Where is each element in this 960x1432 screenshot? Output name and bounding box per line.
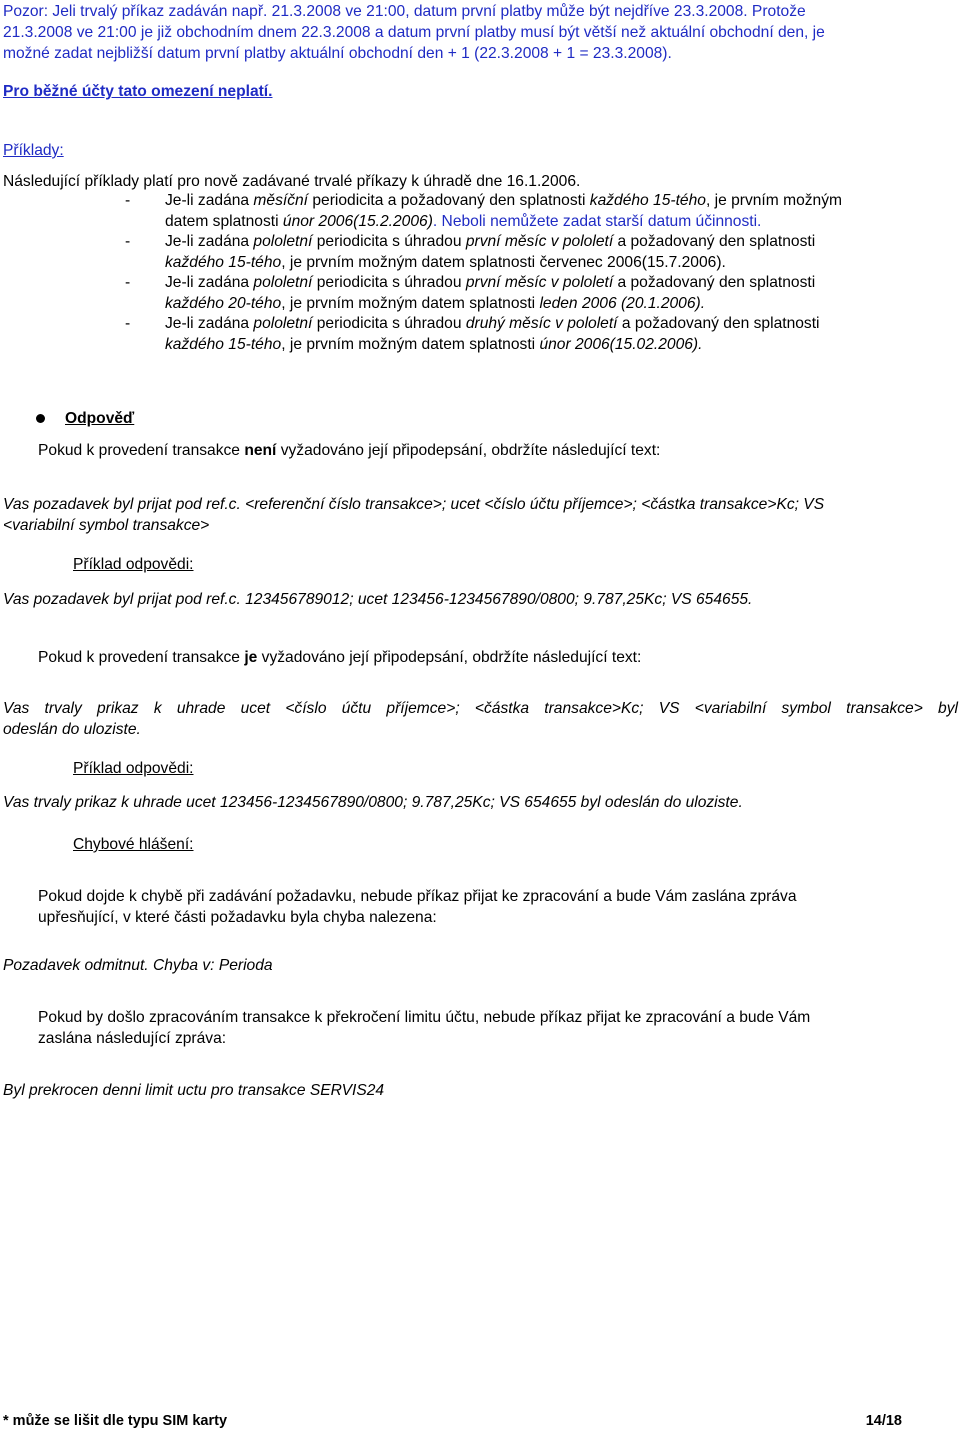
- priklady-item-3: - Je-li zadána pololetní periodicita s úhradou první měsíc v pololetí a požadovaný den splatnosti každého 20-tého, je prvním možným datem splatnosti leden 2006 (20.1.2006).: [125, 274, 816, 312]
- intro-line-3: možné zadat nejbližší datum první platby aktuální obchodní den + 1 (22.3.2008 + 1 = 23.3.2008).: [3, 45, 672, 62]
- odpoved-vas1-example: Vas pozadavek byl prijat pod ref.c. 123456789012; ucet 123456-1234567890/0800; 9.787,25Kc; VS 654655.: [3, 591, 753, 608]
- priklad-odpovedi-label: Příklad odpovědi:: [73, 556, 194, 573]
- page-footer: [3, 1411, 902, 1432]
- footer-note: * může se lišit dle typu SIM karty: [3, 1413, 228, 1429]
- priklady-heading: Příklady:: [3, 142, 64, 159]
- error-paragraph-1: Pokud dojde k chybě při zadávání požadavku, nebude příkaz přijat ke zpracování a bude Vám zaslána zpráva upřesňující, v které části požadavku byla chyba nalezena:: [38, 888, 797, 926]
- priklad-odpovedi-label-2: Příklad odpovědi:: [73, 760, 194, 777]
- error-paragraph-2: Pokud by došlo zpracováním transakce k překročení limitu účtu, nebude příkaz přijat ke zpracování a bude Vám zaslána následující zpráva:: [38, 1009, 811, 1047]
- priklady-list: [103, 191, 960, 355]
- odpoved-p1: Pokud k provedení transakce není vyžadováno její připodepsání, obdržíte následující text:: [38, 442, 661, 459]
- page-number: 14/18: [865, 1413, 902, 1429]
- priklady-item-1: - Je-li zadána měsíční periodicita a požadovaný den splatnosti každého 15-tého, je prvním možným datem splatnosti únor 2006(15.2.2006). Neboli nemůžete zadat starší datum účinnosti.: [125, 192, 842, 230]
- odpoved-heading: Odpověď: [65, 410, 135, 427]
- chybove-hlaseni-label: Chybové hlášení:: [73, 836, 194, 853]
- odpoved-vas2-example: Vas trvaly prikaz k uhrade ucet 123456-1234567890/0800; 9.787,25Kc; VS 654655 byl odeslán do uloziste.: [3, 794, 743, 811]
- error-message-1: Pozadavek odmitnut. Chyba v: Perioda: [3, 957, 273, 974]
- intro-line-1: Pozor: Jeli trvalý příkaz zadáván např. 21.3.2008 ve 21:00, datum první platby může být nejdříve 23.3.2008. Protože: [3, 3, 806, 20]
- priklady-lead: Následující příklady platí pro nově zadávané trvalé příkazy k úhradě dne 16.1.2006.: [3, 173, 581, 190]
- error-message-2: Byl prekrocen denni limit uctu pro transakce SERVIS24: [3, 1082, 385, 1099]
- priklady-item-2: - Je-li zadána pololetní periodicita s úhradou první měsíc v pololetí a požadovaný den splatnosti každého 15-tého, je prvním možným datem splatnosti červenec 2006(15.7.2006).: [125, 233, 816, 271]
- odpoved-vas1: Vas pozadavek byl prijat pod ref.c. <referenční číslo transakce>; ucet <číslo účtu příjemce>; <částka transakce>Kc; VS <variabilní symbol transakce>: [3, 496, 825, 534]
- odpoved-p2: Pokud k provedení transakce je vyžadováno její připodepsání, obdržíte následující text:: [38, 649, 642, 666]
- bullet-dot-icon: [36, 414, 45, 423]
- priklady-item-4: - Je-li zadána pololetní periodicita s úhradou druhý měsíc v pololetí a požadovaný den splatnosti každého 15-tého, je prvním možným datem splatnosti únor 2006(15.02.2006).: [125, 315, 820, 353]
- intro-paragraph: [3, 1, 960, 64]
- odpoved-vas2: Vas trvaly prikaz k uhrade ucet <číslo účtu příjemce>; <částka transakce>Kc; VS <variabilní symbol transakce> byl odeslán do uloziste.: [3, 700, 958, 738]
- intro-line-2: 21.3.2008 ve 21:00 je již obchodním dnem 22.3.2008 a datum první platby musí být větší než aktuální obchodní den, je: [3, 24, 825, 41]
- intro-bezne-note: Pro běžné účty tato omezení neplatí.: [3, 83, 273, 100]
